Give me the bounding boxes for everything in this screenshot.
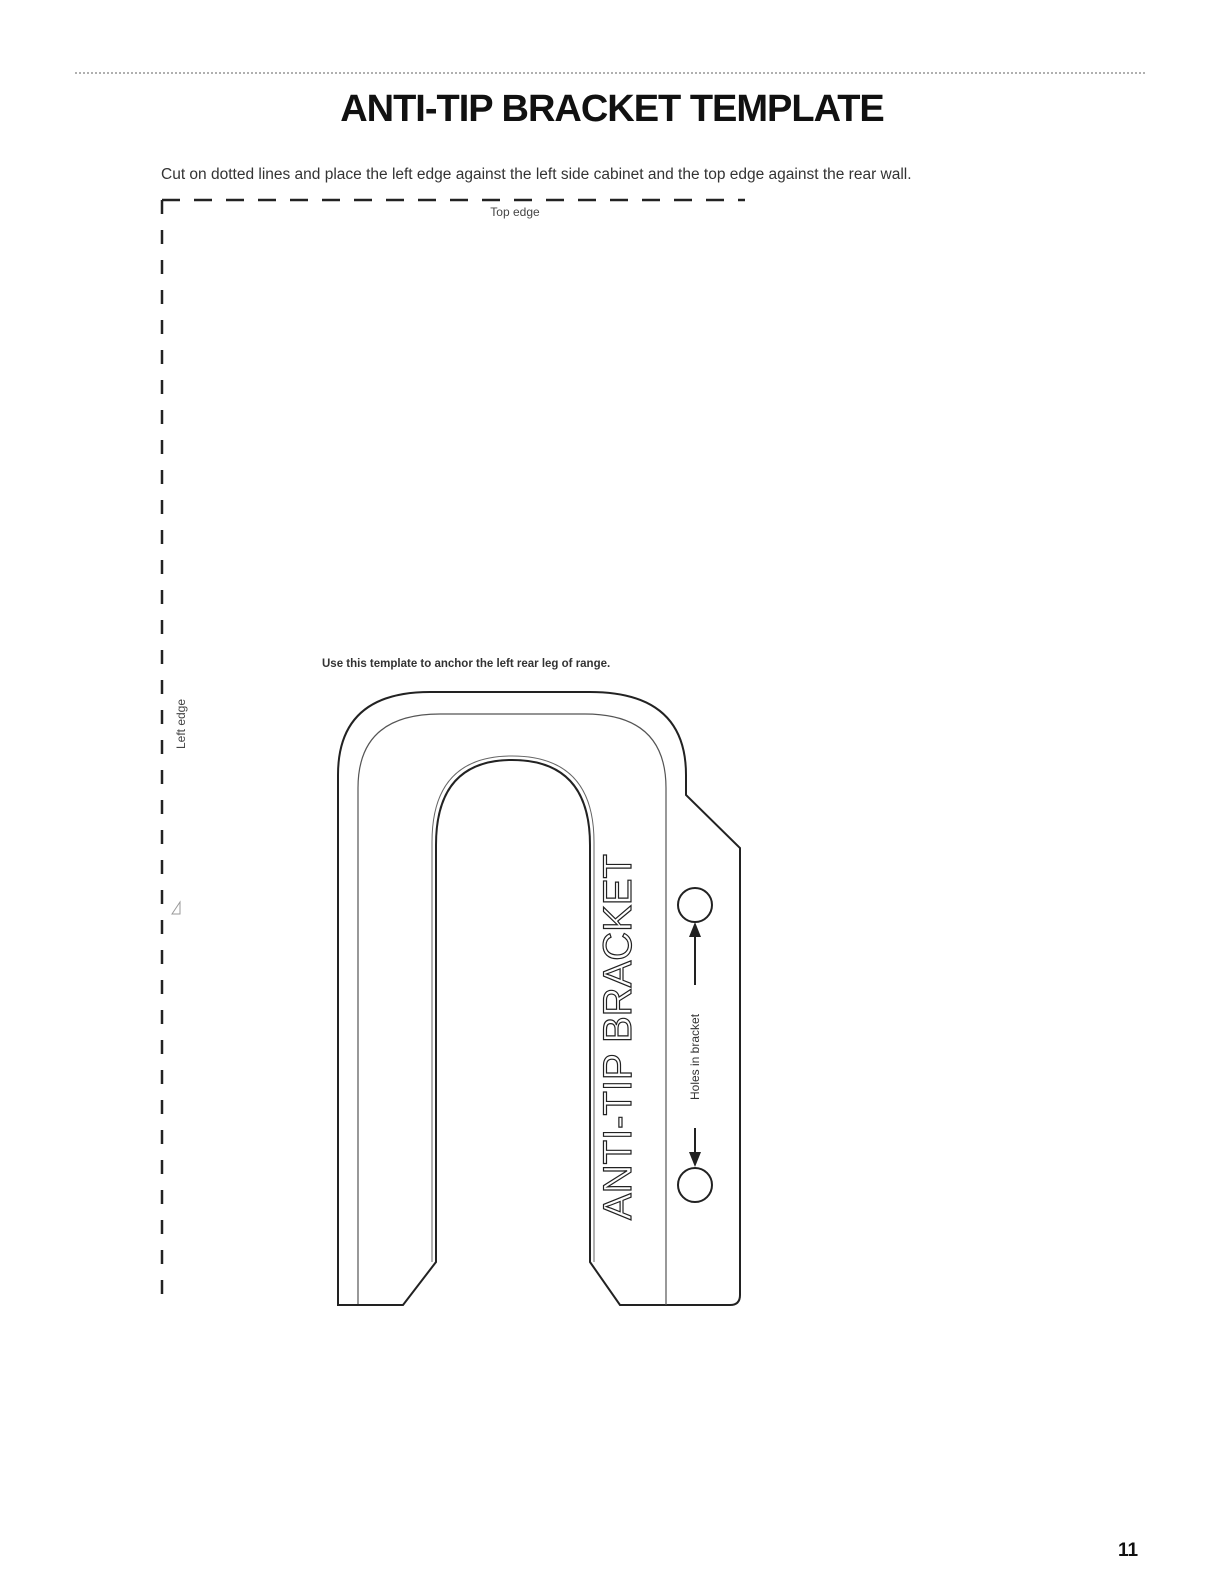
arrow-down-icon <box>689 1152 701 1167</box>
top-edge-label: Top edge <box>490 205 540 219</box>
bottom-hole <box>678 1168 712 1202</box>
page-number: 11 <box>1118 1540 1139 1561</box>
bracket-slot-edge <box>432 756 594 1262</box>
instructions-text: Cut on dotted lines and place the left edge against the left side cabinet and the top edge against the rear wall. <box>161 166 912 183</box>
left-edge-label: Left edge <box>174 698 188 750</box>
holes-label: Holes in bracket <box>688 1013 702 1101</box>
bracket-label: ANTI-TIP BRACKET <box>596 854 640 1220</box>
arrow-up-icon <box>689 922 701 937</box>
bracket-outer-outline <box>338 692 740 1305</box>
top-hole <box>678 888 712 922</box>
corner-marker-icon <box>172 902 180 914</box>
anchor-note: Use this template to anchor the left rear leg of range. <box>322 658 611 670</box>
page-title: ANTI-TIP BRACKET TEMPLATE <box>340 88 884 130</box>
